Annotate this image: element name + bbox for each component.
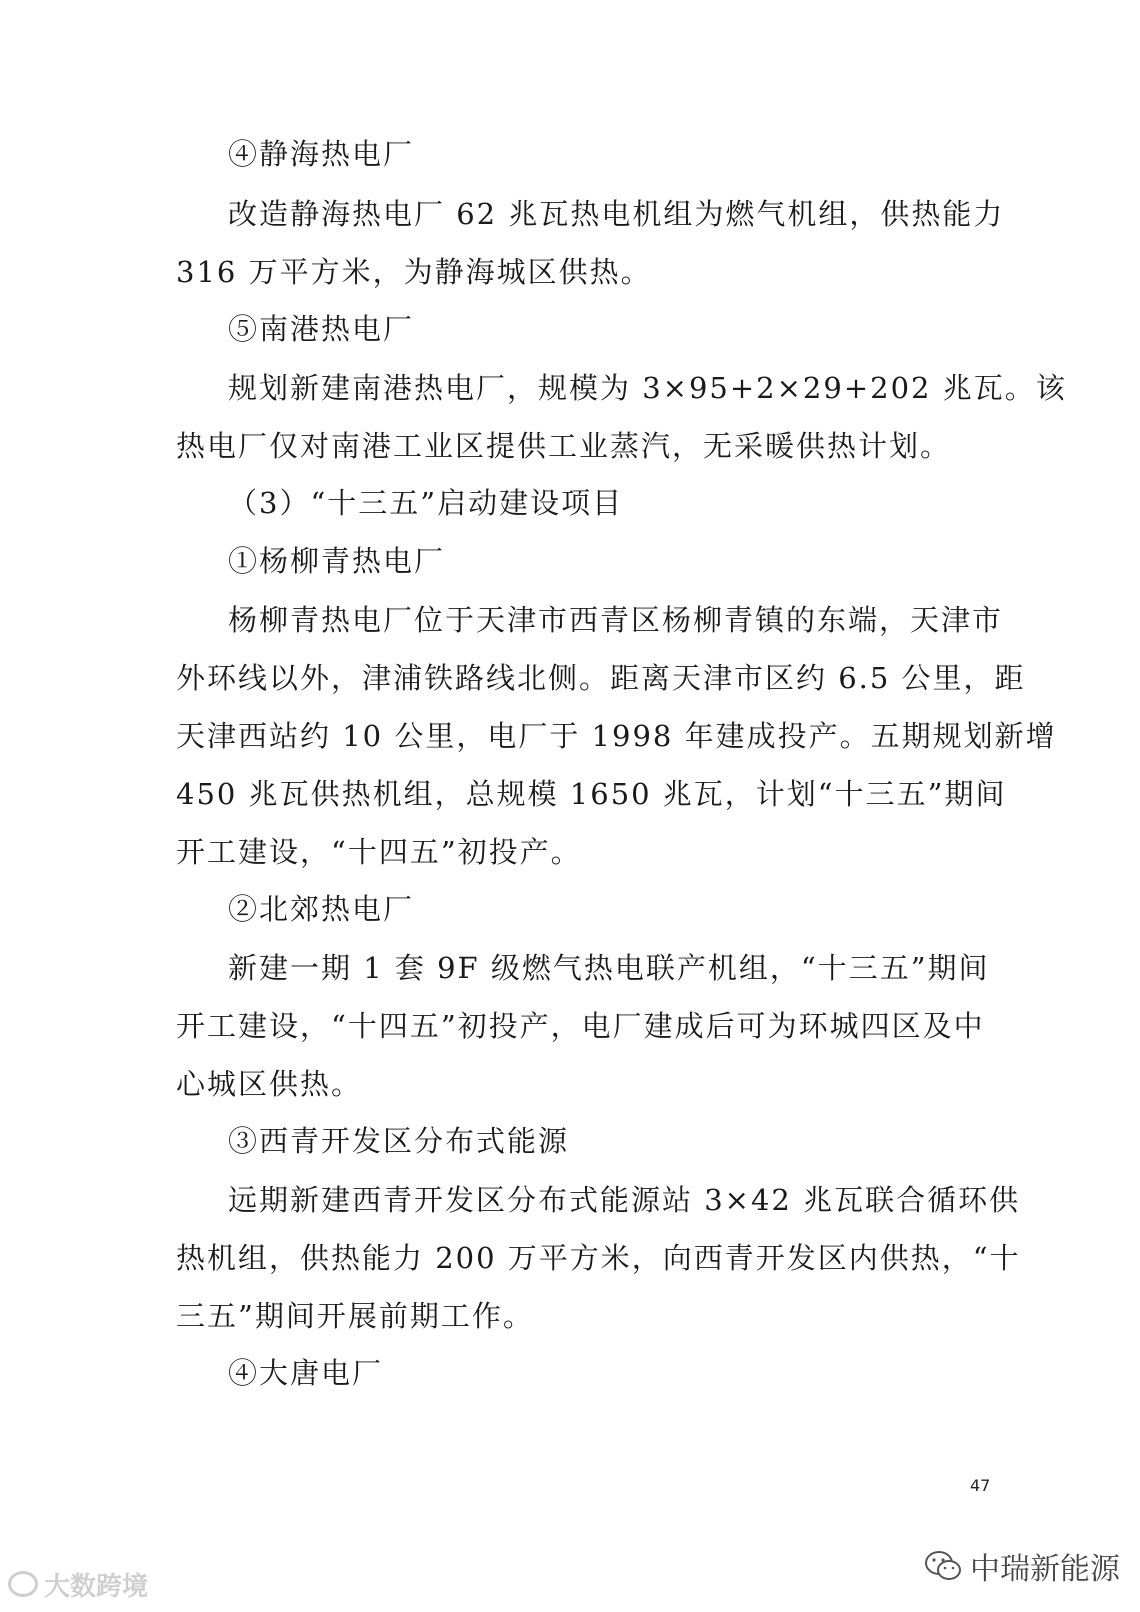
text-line: 开工建设，“十四五”初投产，电厂建成后可为环城四区及中 [176,1009,985,1043]
text-line: 杨柳青热电厂位于天津市西青区杨柳青镇的东端，天津市 [228,603,1004,637]
watermark-right [924,1546,1120,1586]
text-line: ②北郊热电厂 [228,892,415,926]
page-number: 47 [970,1476,991,1495]
text-line: ④静海热电厂 [228,137,415,171]
text-line: 改造静海热电厂 62 兆瓦热电机组为燃气机组，供热能力 [228,197,1005,231]
watermark-right-text: 中瑞新能源 [970,1552,1120,1587]
watermark-left-text: 大数跨境 [44,1571,149,1602]
text-line: 热机组，供热能力 200 万平方米，向西青开发区内供热，“十 [176,1241,1021,1275]
wechat-icon [924,1549,962,1583]
text-line: 热电厂仅对南港工业区提供工业蒸汽，无采暖供热计划。 [176,429,952,463]
text-line: 规划新建南港热电厂，规模为 3×95+2×29+202 兆瓦。该 [228,371,1067,405]
text-line: ④大唐电厂 [228,1356,384,1390]
text-line: 远期新建西青开发区分布式能源站 3×42 兆瓦联合循环供 [228,1183,1021,1217]
text-line: 三五”期间开展前期工作。 [176,1299,534,1333]
text-line: 开工建设，“十四五”初投产。 [176,835,582,869]
text-line: ①杨柳青热电厂 [228,544,446,578]
watermark-logo-icon [8,1571,38,1597]
text-line: 450 兆瓦供热机组，总规模 1650 兆瓦，计划“十三五”期间 [176,777,1007,811]
text-line: 天津西站约 10 公里，电厂于 1998 年建成投产。五期规划新增 [176,719,1057,753]
text-line: 新建一期 1 套 9F 级燃气热电联产机组，“十三五”期间 [228,951,990,985]
text-line: 316 万平方米，为静海城区供热。 [176,255,652,289]
text-line: 心城区供热。 [176,1067,363,1101]
text-line: （3）“十三五”启动建设项目 [228,486,624,520]
watermark-left [8,1566,148,1602]
text-line: ③西青开发区分布式能源 [228,1124,570,1158]
text-line: 外环线以外，津浦铁路线北侧。距离天津市区约 6.5 公里，距 [176,661,1026,695]
text-line: ⑤南港热电厂 [228,312,415,346]
